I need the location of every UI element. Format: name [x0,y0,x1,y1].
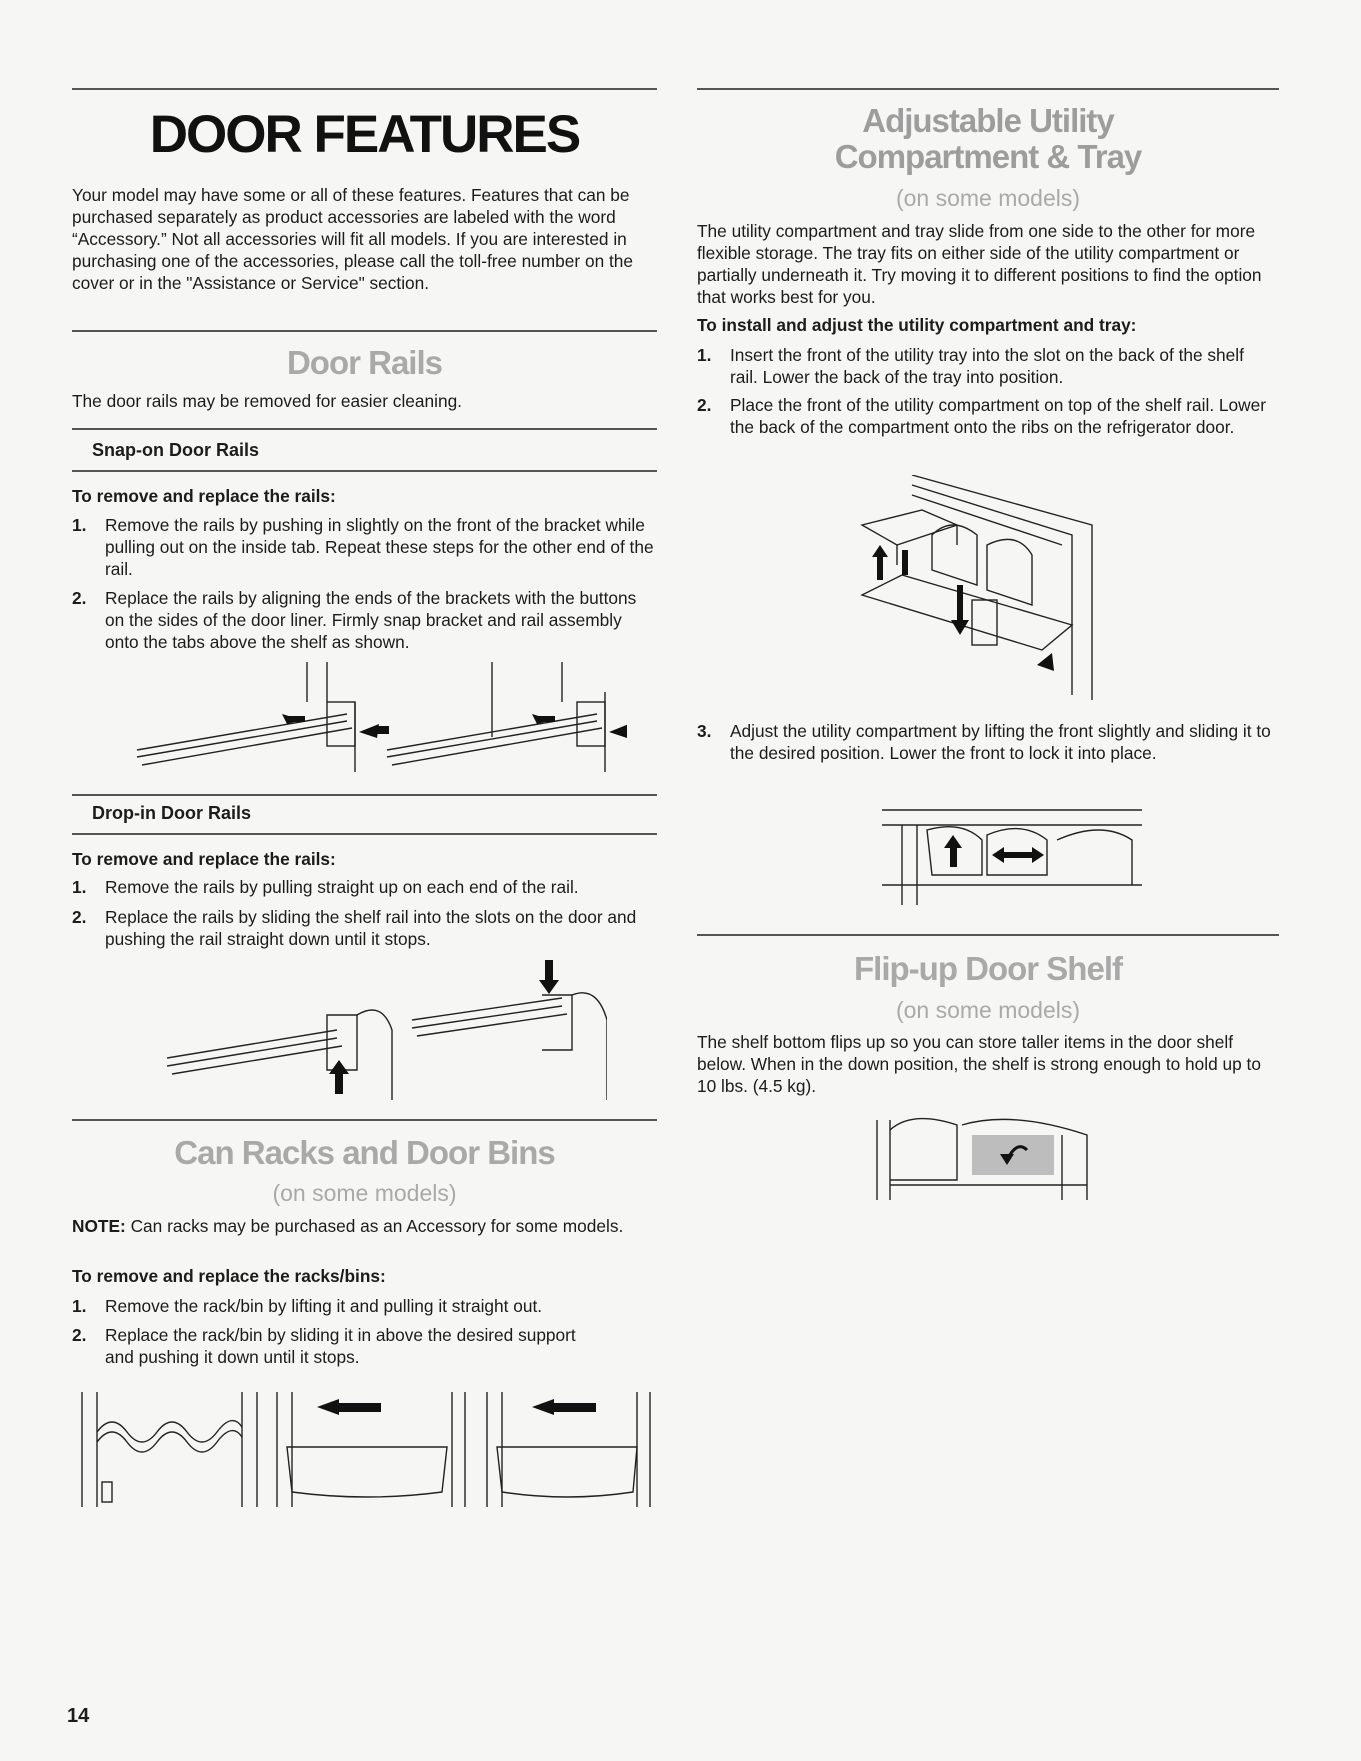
divider [72,88,657,90]
utility-instructions-title: To install and adjust the utility compartment and tray: [697,315,1137,335]
list-item: 1. Remove the rails by pushing in slightly on the front of the bracket while pulling out on the inside tab. Repeat these steps for the other end of the rail. [72,515,654,579]
utility-subtitle: (on some models) [895,185,1081,211]
drop-in-rails-illustration [167,960,607,1100]
flip-up-heading: Flip-up Door Shelf [854,950,1122,987]
drop-in-instructions-title: To remove and replace the rails: [72,849,336,869]
flip-up-shelf-illustration [872,1110,1112,1205]
door-rails-heading: Door Rails [286,344,443,381]
list-item: 2. Replace the rails by sliding the shelf rail into the slots on the door and pushing the rail straight down until it stops. [72,907,637,949]
list-item: 2. Place the front of the utility compartment on top of the shelf rail. Lower the back of the compartment onto the ribs on the refrigerator door. [697,395,1266,437]
list-item: 3. Adjust the utility compartment by lifting the front slightly and sliding it to the desired position. Lower the front to lock it into place. [697,721,1271,763]
divider [72,1119,657,1121]
list-item: 2. Replace the rack/bin by sliding it in above the desired support and pushing it down until it stops. [72,1325,576,1367]
utility-heading-line1: Adjustable Utility [862,102,1114,139]
can-racks-note: NOTE: Can racks may be purchased as an Accessory for some models. [72,1216,624,1236]
divider [697,88,1279,90]
divider [72,428,657,430]
can-racks-heading: Can Racks and Door Bins [174,1134,555,1171]
list-item: 2. Replace the rails by aligning the ends of the brackets with the buttons on the sides of the door liner. Firmly snap bracket and rail assembly onto the tabs above the shelf as shown. [72,588,637,652]
can-racks-subtitle: (on some models) [272,1180,457,1206]
list-item: 1. Remove the rack/bin by lifting it and pulling it straight out. [72,1296,543,1316]
drop-in-heading: Drop-in Door Rails [92,803,252,823]
door-rails-intro: The door rails may be removed for easier cleaning. [72,391,462,411]
page-number: 14 [67,1705,90,1727]
divider [72,794,657,796]
utility-heading-line2: Compartment & Tray [834,138,1142,175]
snap-on-rails-illustration [127,662,627,782]
can-racks-instructions-title: To remove and replace the racks/bins: [72,1266,386,1286]
list-item: 1. Remove the rails by pulling straight up on each end of the rail. [72,877,579,897]
snap-on-heading: Snap-on Door Rails [92,440,260,460]
divider [72,470,657,472]
page-title: DOOR FEATURES [149,105,580,164]
divider [72,330,657,332]
utility-compartment-illustration [842,475,1142,705]
list-item: 1. Insert the front of the utility tray into the slot on the back of the shelf rail. Lower the back of the tray into position. [697,345,1244,387]
divider [697,934,1279,936]
divider [72,833,657,835]
utility-intro: The utility compartment and tray slide from one side to the other for more flexible storage. The tray fits on either side of the utility compartment or partially underneath it. Try moving it to different positions to find the option that works best for you. [697,221,1262,307]
snap-on-instructions-title: To remove and replace the rails: [72,486,336,506]
can-racks-illustration [77,1382,657,1512]
flip-up-intro: The shelf bottom flips up so you can store taller items in the door shelf below. When in the down position, the shelf is strong enough to hold up to 10 lbs. (4.5 kg). [697,1032,1261,1096]
adjust-compartment-illustration [882,800,1142,910]
flip-up-subtitle: (on some models) [895,997,1081,1023]
intro-paragraph: Your model may have some or all of these features. Features that can be purchased separately as product accessories are labeled with the word “Accessory.” Not all accessories will fit all models. If you are interested in purchasing one of the accessories, please call the toll-free number on the cover or in the "Assistance or Service" section. [72,185,634,293]
